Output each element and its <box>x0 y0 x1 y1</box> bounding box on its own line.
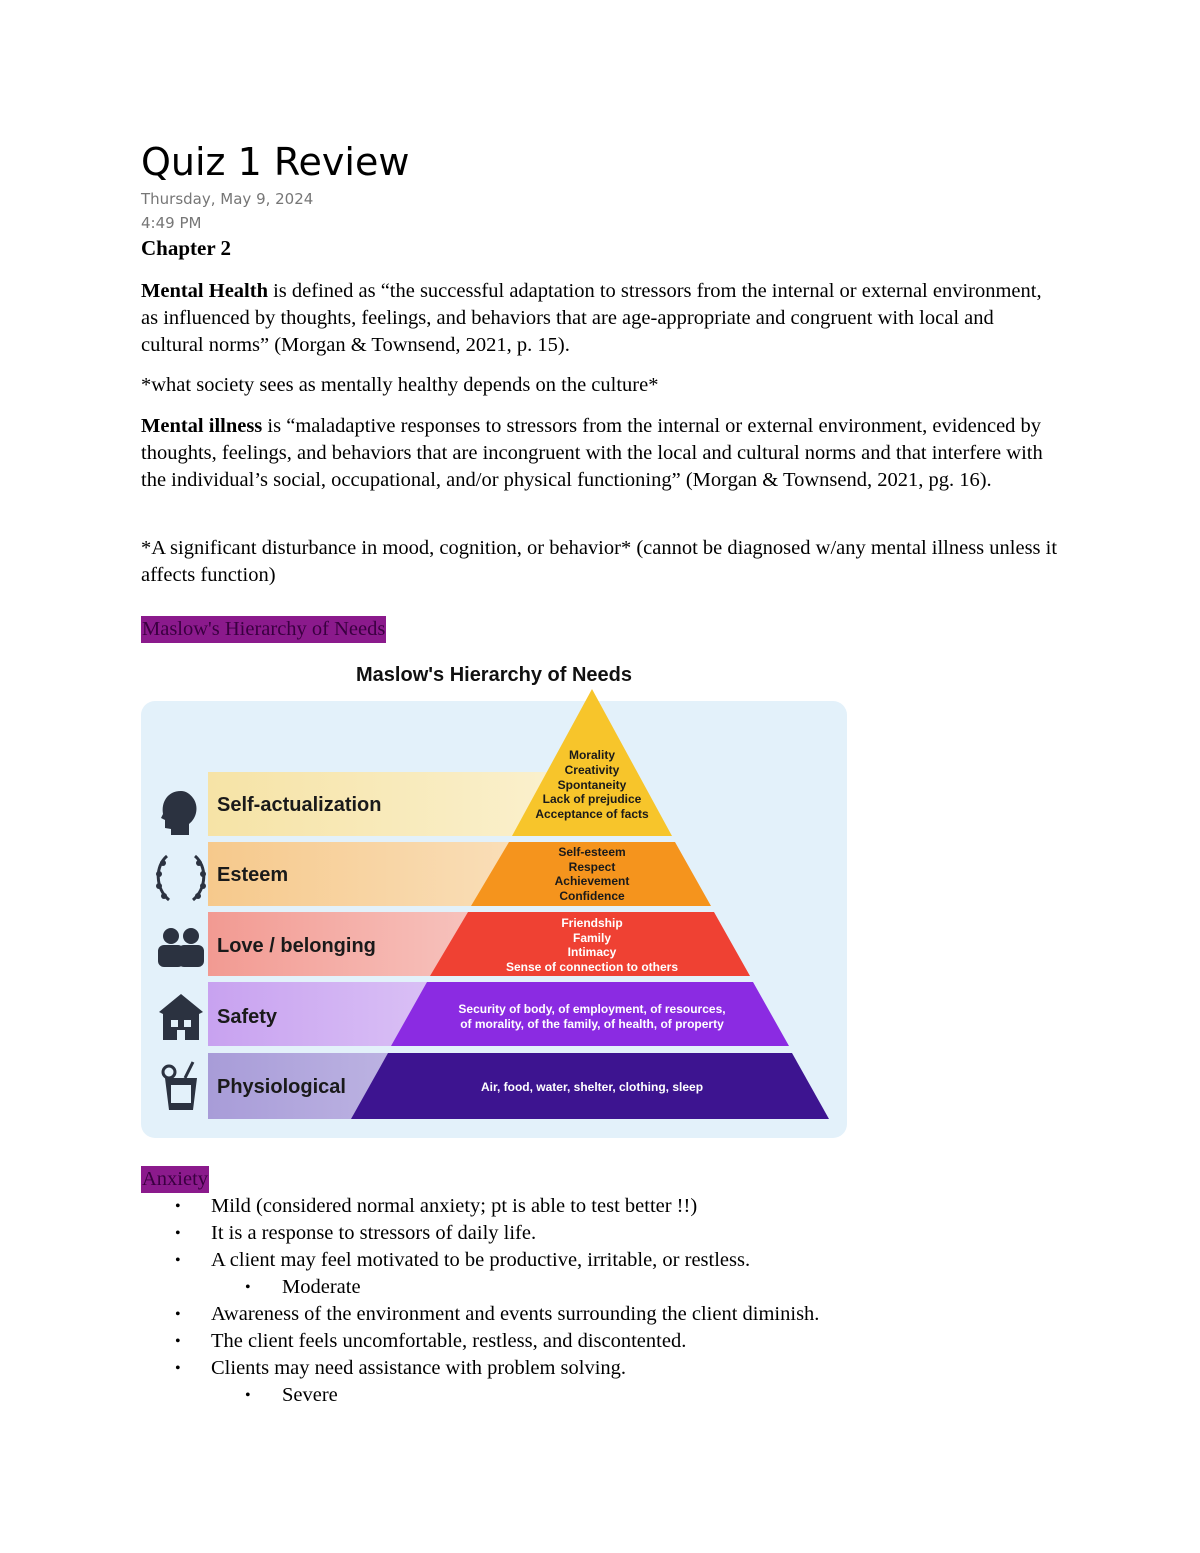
list-item-text: The client feels uncomfortable, restless, and discontented. <box>211 1330 687 1352</box>
culture-note: *what society sees as mentally healthy depends on the culture* <box>141 374 659 396</box>
maslow-diagram <box>141 658 847 1138</box>
detail-text: Acceptance of facts <box>535 807 649 821</box>
bullet: • <box>245 1387 251 1404</box>
bullet: • <box>175 1360 181 1377</box>
detail-text: Creativity <box>564 763 620 777</box>
detail-text: Confidence <box>559 889 625 903</box>
mental-illness-definition: is “maladaptive responses to stressors from the internal or external environment, evidenced by thoughts, feelings, and behaviors that are incongruent with the local and cultural norms and that interfere with the individual’s social, occupational, and/or physical functioning” (Morgan & Townsend, 2021, pg. 16). <box>141 415 1043 491</box>
page-time: 4:49 PM <box>141 214 202 232</box>
figure-title: Maslow's Hierarchy of Needs <box>356 664 632 686</box>
bullet: • <box>175 1225 181 1242</box>
bullet: • <box>175 1306 181 1323</box>
detail-text: of morality, of the family, of health, of property <box>460 1017 724 1031</box>
level-label-esteem: Esteem <box>217 864 289 886</box>
detail-text: Air, food, water, shelter, clothing, sleep <box>480 1080 704 1094</box>
disturbance-note: *A significant disturbance in mood, cognition, or behavior* (cannot be diagnosed w/any mental illness unless it affects function) <box>141 537 1058 586</box>
bullet: • <box>175 1333 181 1350</box>
bullet: • <box>175 1252 181 1269</box>
detail-text: Security of body, of employment, of resources, <box>458 1002 726 1016</box>
mental-health-paragraph <box>141 278 1061 359</box>
page-date: Thursday, May 9, 2024 <box>141 190 314 208</box>
detail-text: Achievement <box>554 874 630 888</box>
detail-text: Intimacy <box>567 945 617 959</box>
detail-text: Friendship <box>561 916 623 930</box>
page-title: Quiz 1 Review <box>141 140 410 184</box>
detail-text: Spontaneity <box>557 778 627 792</box>
mental-illness-paragraph <box>141 413 1061 494</box>
detail-text: Self-esteem <box>558 845 626 859</box>
detail-text: Morality <box>568 748 616 762</box>
anxiety-heading: Anxiety <box>141 1166 209 1193</box>
maslow-heading: Maslow's Hierarchy of Needs <box>141 616 386 643</box>
list-item-text: It is a response to stressors of daily life. <box>211 1222 537 1244</box>
detail-text: Lack of prejudice <box>542 792 642 806</box>
maslow-figure <box>141 658 847 1138</box>
level-label-love: Love / belonging <box>217 935 376 957</box>
list-item-text: Moderate <box>282 1276 361 1298</box>
level-label-physiological: Physiological <box>217 1076 346 1098</box>
mental-health-definition: is defined as “the successful adaptation to stressors from the internal or external environment, as influenced by thoughts, feelings, and behaviors that are age-appropriate and congruent with local and cultural norms” (Morgan & Townsend, 2021, p. 15). <box>141 280 1042 356</box>
chapter-heading: Chapter 2 <box>141 236 232 260</box>
list-item-text: Mild (considered normal anxiety; pt is able to test better !!) <box>211 1195 698 1217</box>
detail-text: Family <box>572 931 612 945</box>
list-item-text: A client may feel motivated to be productive, irritable, or restless. <box>211 1249 751 1271</box>
bullet: • <box>245 1279 251 1296</box>
level-label-safety: Safety <box>217 1006 278 1028</box>
list-item-text: Awareness of the environment and events surrounding the client diminish. <box>211 1303 820 1325</box>
mental-illness-term: Mental illness <box>141 415 263 437</box>
detail-text: Respect <box>568 860 616 874</box>
list-item-text: Severe <box>282 1384 338 1406</box>
bullet: • <box>175 1198 181 1215</box>
mental-health-term: Mental Health <box>141 280 268 302</box>
detail-text: Sense of connection to others <box>505 960 679 974</box>
level-label-self-actualization: Self-actualization <box>217 794 382 816</box>
list-item-text: Clients may need assistance with problem solving. <box>211 1357 627 1379</box>
